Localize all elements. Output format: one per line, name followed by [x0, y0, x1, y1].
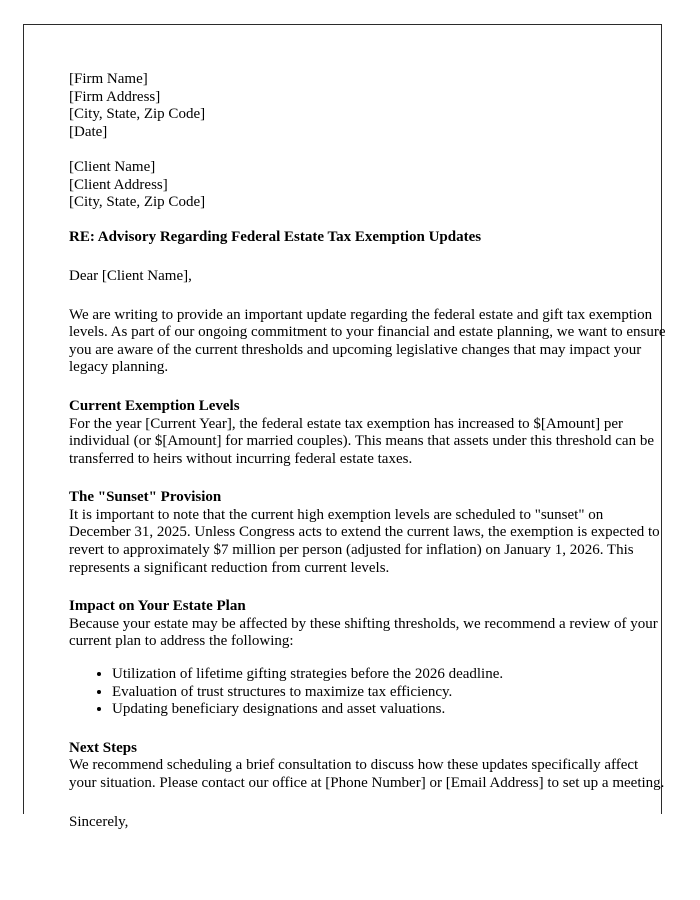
list-item: • Utilization of lifetime gifting strategies before the 2026 deadline.: [112, 666, 666, 684]
section-body: It is important to note that the current high exemption levels are scheduled to "sunset" on December 31, 2025. Unless Congress acts to extend the current laws, the exemption is expected to revert to approximately $7 million per person (adjusted for inflation) on January 1, 2026. This represents a significant reduction from current levels.: [69, 506, 660, 576]
section-next-steps: [69, 740, 666, 793]
subject-line: RE: Advisory Regarding Federal Estate Tax Exemption Updates: [69, 229, 482, 246]
section-heading: Current Exemption Levels: [69, 397, 240, 414]
section-body: We recommend scheduling a brief consultation to discuss how these updates specifically affect your situation. Please contact our office at [Phone Number] or [Email Address] to set up a meeting.: [69, 757, 665, 791]
client-name-line: [Client Name]: [69, 158, 156, 175]
recommendations-list: [69, 666, 666, 719]
letter-body: [69, 71, 666, 831]
firm-city-line: [City, State, Zip Code]: [69, 106, 206, 123]
closing-line: Sincerely,: [69, 813, 129, 830]
list-item: • Updating beneficiary designations and asset valuations.: [112, 701, 666, 719]
intro-paragraph: We are writing to provide an important update regarding the federal estate and gift tax exemption levels. As part of our ongoing commitment to your financial and estate planning, we want to ensure you are aware of the current thresholds and upcoming legislative changes that may impact your legacy planning.: [69, 306, 666, 376]
client-address-block: [69, 159, 666, 212]
salutation: Dear [Client Name],: [69, 267, 192, 284]
section-heading: The "Sunset" Provision: [69, 489, 222, 506]
section-sunset-provision: [69, 489, 666, 577]
section-heading: Impact on Your Estate Plan: [69, 598, 246, 615]
section-current-exemption-levels: [69, 398, 666, 468]
list-item: • Evaluation of trust structures to maximize tax efficiency.: [112, 684, 666, 702]
client-address-line: [Client Address]: [69, 176, 168, 193]
document-page: [23, 24, 666, 830]
section-heading: Next Steps: [69, 739, 137, 756]
section-body: For the year [Current Year], the federal estate tax exemption has increased to $[Amount] per individual (or $[Amount] for married couples). This means that assets under this threshold can be transferred to heirs without incurring federal estate taxes.: [69, 415, 654, 467]
firm-address-line: [Firm Address]: [69, 88, 161, 105]
section-impact-on-estate-plan: [69, 598, 666, 651]
firm-name-line: [Firm Name]: [69, 71, 148, 87]
client-city-line: [City, State, Zip Code]: [69, 194, 206, 211]
firm-address-block: [69, 71, 666, 141]
section-body: Because your estate may be affected by these shifting thresholds, we recommend a review of your current plan to address the following:: [69, 615, 658, 650]
letter-date-line: [Date]: [69, 123, 108, 140]
